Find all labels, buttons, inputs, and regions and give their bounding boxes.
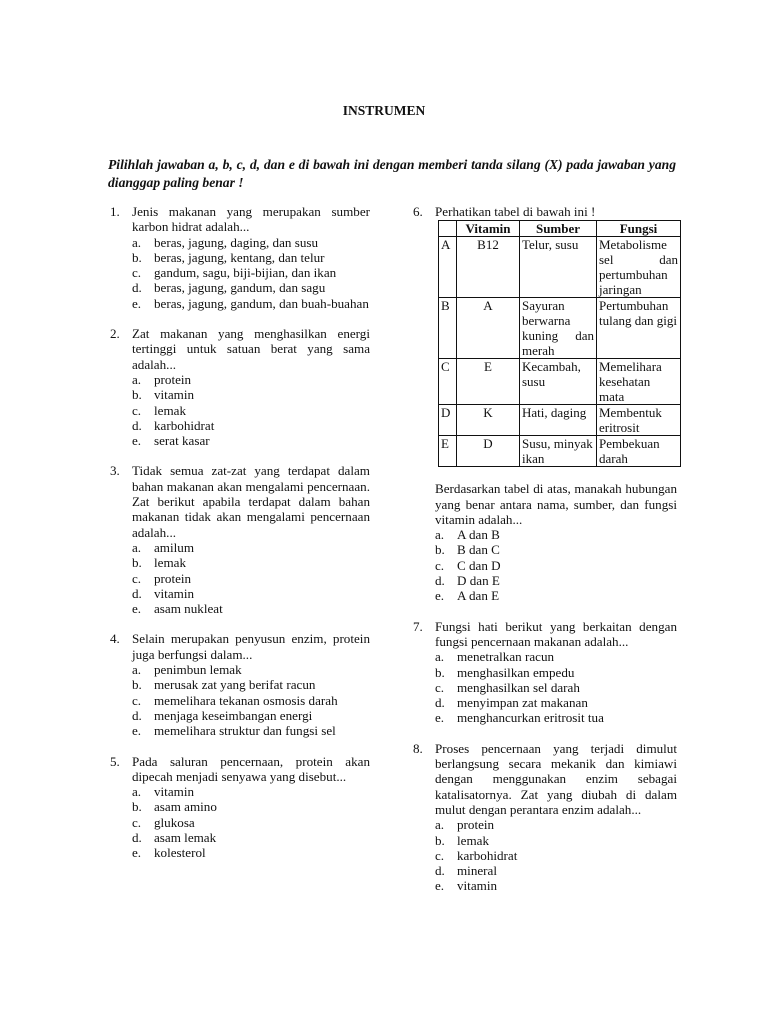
option-text: A dan E — [457, 588, 500, 604]
option-b[interactable] — [132, 250, 370, 265]
option-b[interactable] — [435, 833, 677, 848]
option-d[interactable] — [132, 418, 370, 433]
option-label: a. — [132, 784, 142, 800]
option-a[interactable] — [435, 817, 677, 832]
option-label: c. — [132, 814, 142, 830]
option-e[interactable] — [435, 710, 677, 725]
table-cell: B — [439, 298, 457, 359]
option-label: a. — [132, 539, 142, 555]
table-row — [439, 436, 681, 467]
question-stem: Perhatikan tabel di bawah ini ! — [435, 204, 596, 219]
option-text: menyimpan zat makanan — [457, 695, 588, 711]
option-label: a. — [435, 649, 445, 665]
option-text: beras, jagung, gandum, dan sagu — [154, 280, 326, 296]
option-a[interactable] — [132, 540, 370, 555]
question-stem: Selain merupakan penyusun enzim, protein juga berfungsi dalam... — [132, 631, 370, 662]
option-text: D dan E — [457, 573, 500, 589]
question-number: 2. — [110, 326, 120, 342]
table-cell: Hati, daging — [520, 405, 597, 436]
option-label: b. — [435, 664, 445, 680]
option-text: B dan C — [457, 542, 500, 558]
table-cell: A — [439, 237, 457, 298]
question-1 — [110, 204, 370, 311]
option-text: gandum, sagu, biji-bijian, dan ikan — [154, 265, 337, 281]
option-text: vitamin — [154, 784, 195, 800]
question-number: 4. — [110, 631, 120, 647]
option-b[interactable] — [132, 387, 370, 402]
table-cell: Sayuran berwarna kuning dan merah — [520, 298, 597, 359]
option-text: asam amino — [154, 799, 217, 815]
option-label: a. — [132, 662, 142, 678]
question-number: 6. — [413, 204, 423, 219]
option-label: d. — [435, 573, 445, 589]
option-text: C dan D — [457, 557, 501, 573]
option-label: e. — [132, 723, 142, 739]
option-text: karbohidrat — [154, 417, 215, 433]
option-text: serat kasar — [154, 433, 210, 449]
option-b[interactable] — [435, 665, 677, 680]
option-text: menghancurkan eritrosit tua — [457, 710, 604, 726]
option-text: vitamin — [457, 878, 498, 894]
option-d[interactable] — [132, 708, 370, 723]
option-label: a. — [132, 371, 142, 387]
option-b[interactable] — [132, 799, 370, 814]
option-text: protein — [457, 817, 495, 833]
table-cell: B12 — [457, 237, 520, 298]
option-d[interactable] — [435, 863, 677, 878]
option-text: penimbun lemak — [154, 662, 242, 678]
question-6 — [413, 204, 677, 604]
option-label: d. — [132, 707, 142, 723]
question-stem: Tidak semua zat-zat yang terdapat dalam bahan makanan akan mengalami pencernaan. Zat berikut apabila terdapat dalam bahan makanan tidak akan mengalami pencernaan adalah... — [132, 463, 370, 540]
right-column — [413, 204, 677, 894]
question-number: 8. — [413, 740, 423, 756]
option-text: menjaga keseimbangan energi — [154, 707, 313, 723]
table-cell: D — [457, 436, 520, 467]
question-2 — [110, 326, 370, 448]
option-label: e. — [132, 295, 142, 311]
option-a[interactable] — [435, 527, 677, 542]
option-e[interactable] — [132, 433, 370, 448]
option-label: b. — [132, 555, 142, 571]
question-followup: Berdasarkan tabel di atas, manakah hubungan yang benar antara nama, sumber, dan fungsi vitamin adalah... — [435, 481, 677, 527]
option-label: c. — [132, 692, 142, 708]
question-number: 1. — [110, 204, 120, 219]
question-number: 5. — [110, 753, 120, 769]
option-label: c. — [435, 847, 445, 863]
option-label: c. — [132, 402, 142, 418]
option-d[interactable] — [132, 586, 370, 601]
option-text: protein — [154, 570, 192, 586]
option-text: vitamin — [154, 387, 195, 403]
option-label: c. — [132, 570, 142, 586]
option-text: beras, jagung, daging, dan susu — [154, 234, 319, 250]
table-header: Sumber — [520, 221, 597, 237]
option-e[interactable] — [132, 845, 370, 860]
option-b[interactable] — [132, 677, 370, 692]
option-text: beras, jagung, gandum, dan buah-buahan — [154, 295, 369, 311]
question-stem: Pada saluran pencernaan, protein akan dipecah menjadi senyawa yang disebut... — [132, 753, 370, 784]
table-cell: Membentuk eritrosit — [597, 405, 681, 436]
option-label: b. — [132, 249, 142, 265]
option-label: e. — [435, 878, 445, 894]
table-cell: D — [439, 405, 457, 436]
option-label: e. — [132, 433, 142, 449]
option-label: e. — [132, 845, 142, 861]
option-label: a. — [435, 817, 445, 833]
table-row — [439, 237, 681, 298]
option-e[interactable] — [435, 588, 677, 603]
table-header — [439, 221, 457, 237]
option-label: a. — [435, 527, 445, 543]
table-cell: Memelihara kesehatan mata — [597, 359, 681, 405]
option-b[interactable] — [435, 542, 677, 557]
option-text: memelihara tekanan osmosis darah — [154, 692, 338, 708]
table-cell: Pertumbuhan tulang dan gigi — [597, 298, 681, 359]
option-text: karbohidrat — [457, 847, 518, 863]
option-label: e. — [132, 601, 142, 617]
option-c[interactable] — [132, 403, 370, 418]
question-5 — [110, 754, 370, 861]
question-3 — [110, 463, 370, 616]
option-label: c. — [435, 679, 445, 695]
option-text: lemak — [457, 832, 489, 848]
table-cell: Telur, susu — [520, 237, 597, 298]
option-e[interactable] — [132, 601, 370, 616]
option-text: asam lemak — [154, 829, 217, 845]
option-c[interactable] — [435, 680, 677, 695]
option-text: menghasilkan empedu — [457, 664, 575, 680]
question-number: 3. — [110, 463, 120, 479]
option-a[interactable] — [132, 235, 370, 250]
table-header-row — [439, 221, 681, 237]
option-c[interactable] — [132, 815, 370, 830]
option-c[interactable] — [435, 558, 677, 573]
table-cell: Metabolisme sel dan pertumbuhan jaringan — [597, 237, 681, 298]
table-header: Fungsi — [597, 221, 681, 237]
option-label: b. — [132, 387, 142, 403]
option-label: b. — [435, 542, 445, 558]
option-text: menghasilkan sel darah — [457, 679, 580, 695]
table-row — [439, 359, 681, 405]
question-4 — [110, 631, 370, 738]
option-label: c. — [132, 265, 142, 281]
option-d[interactable] — [435, 695, 677, 710]
table-cell: Kecambah, susu — [520, 359, 597, 405]
table-cell: C — [439, 359, 457, 405]
option-text: beras, jagung, kentang, dan telur — [154, 249, 325, 265]
option-d[interactable] — [435, 573, 677, 588]
option-e[interactable] — [435, 878, 677, 893]
option-a[interactable] — [132, 784, 370, 799]
page-title: INSTRUMEN — [342, 103, 426, 118]
question-stem: Fungsi hati berikut yang berkaitan dengan fungsi pencernaan makanan adalah... — [435, 618, 677, 649]
option-label: d. — [132, 417, 142, 433]
option-c[interactable] — [132, 265, 370, 280]
table-cell: A — [457, 298, 520, 359]
option-label: d. — [435, 863, 445, 879]
option-text: lemak — [154, 555, 186, 571]
option-c[interactable] — [132, 571, 370, 586]
option-b[interactable] — [132, 555, 370, 570]
question-number: 7. — [413, 618, 423, 634]
option-text: lemak — [154, 402, 186, 418]
instruction-text: Pilihlah jawaban a, b, c, d, dan e di bawah ini dengan memberi tanda silang (X) pada jawaban yang dianggap paling benar ! — [108, 157, 676, 190]
option-c[interactable] — [132, 693, 370, 708]
option-text: asam nukleat — [154, 601, 223, 617]
option-label: e. — [435, 710, 445, 726]
table-cell: Susu, minyak ikan — [520, 436, 597, 467]
table-cell: E — [439, 436, 457, 467]
vitamin-table — [438, 220, 681, 467]
table-row — [439, 298, 681, 359]
option-text: mineral — [457, 863, 497, 879]
option-label: c. — [435, 557, 445, 573]
question-stem: Zat makanan yang menghasilkan energi tertinggi untuk satuan berat yang sama adalah... — [132, 326, 370, 372]
option-text: A dan B — [457, 527, 500, 543]
option-e[interactable] — [132, 723, 370, 738]
option-a[interactable] — [132, 662, 370, 677]
table-cell: Pembekuan darah — [597, 436, 681, 467]
option-a[interactable] — [132, 372, 370, 387]
option-label: e. — [435, 588, 445, 604]
option-e[interactable] — [132, 296, 370, 311]
option-label: b. — [435, 832, 445, 848]
table-cell: K — [457, 405, 520, 436]
question-8 — [413, 741, 677, 894]
option-text: protein — [154, 371, 192, 387]
option-label: d. — [132, 829, 142, 845]
option-label: d. — [435, 695, 445, 711]
left-column — [110, 204, 370, 861]
option-d[interactable] — [132, 280, 370, 295]
question-stem: Proses pencernaan yang terjadi dimulut berlangsung secara mekanik dan kimiawi dengan menggunakan enzim sebagai katalisatornya. Zat yang diubah di dalam mulut dengan perantara enzim adalah... — [435, 740, 677, 817]
table-header: Vitamin — [457, 221, 520, 237]
option-label: a. — [132, 234, 142, 250]
question-stem: Jenis makanan yang merupakan sumber karbon hidrat adalah... — [132, 204, 370, 235]
table-row — [439, 405, 681, 436]
option-text: merusak zat yang berifat racun — [154, 677, 316, 693]
option-text: glukosa — [154, 814, 195, 830]
option-c[interactable] — [435, 848, 677, 863]
option-label: d. — [132, 585, 142, 601]
question-7 — [413, 619, 677, 726]
option-label: b. — [132, 677, 142, 693]
option-a[interactable] — [435, 649, 677, 664]
option-text: kolesterol — [154, 845, 206, 861]
option-label: b. — [132, 799, 142, 815]
option-text: vitamin — [154, 585, 195, 601]
table-cell: E — [457, 359, 520, 405]
option-d[interactable] — [132, 830, 370, 845]
option-label: d. — [132, 280, 142, 296]
option-text: menetralkan racun — [457, 649, 555, 665]
option-text: amilum — [154, 539, 195, 555]
option-text: memelihara struktur dan fungsi sel — [154, 723, 336, 739]
